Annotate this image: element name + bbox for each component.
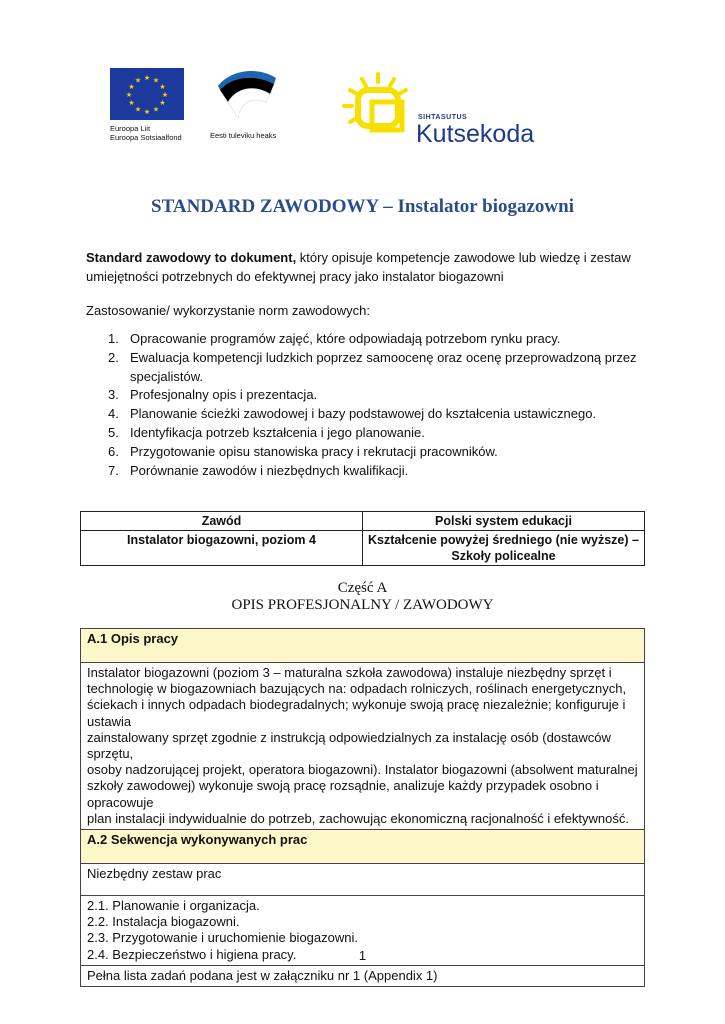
logo-strip xyxy=(110,68,550,148)
table-row xyxy=(81,531,645,566)
a1-line: technologię w biogazowniach bazujących na: odpadach rolniczych, roślinach energetycznych, xyxy=(87,681,627,697)
education-value-line1: Kształcenie powyżej średniego (nie wyższe) – xyxy=(368,533,639,547)
a2-item: 2.3. Przygotowanie i uruchomienie biogazowni. xyxy=(87,930,358,946)
list-number: 3. xyxy=(108,387,119,403)
table-row xyxy=(81,629,645,663)
document-title: STANDARD ZAWODOWY – Instalator biogazowni xyxy=(151,196,574,217)
table-row xyxy=(81,965,645,986)
svg-text:★: ★ xyxy=(159,99,166,107)
list-text: specjalistów. xyxy=(130,368,203,384)
list-number: 4. xyxy=(108,406,119,422)
intro-paragraph xyxy=(86,248,646,286)
list-item xyxy=(86,349,646,387)
part-a-line1: Część A xyxy=(337,580,388,596)
estonia-caption: Eesti tuleviku heaks xyxy=(210,131,277,140)
eu-caption-line2: Euroopa Sotsiaalfond xyxy=(110,133,182,142)
a1-line: szkoły zawodowej) wykonuje swoją pracę rozsądnie, analizuje każdy przypadek osobno i opracowuje xyxy=(87,778,599,810)
kutsekoda-small-text: SIHTASUTUS xyxy=(418,114,468,121)
a2-item: 2.2. Instalacja biogazowni. xyxy=(87,914,240,930)
intro-bold: Standard zawodowy to dokument, xyxy=(86,250,297,265)
a1-line: osoby nadzorującej projekt, operatora biogazowni). Instalator biogazowni (absolwent maturalnej xyxy=(87,762,638,778)
list-text: Opracowanie programów zajęć, które odpowiadają potrzebom rynku pracy. xyxy=(130,331,561,346)
a1-line: Instalator biogazowni (poziom 3 – maturalna szkoła zawodowa) instaluje niezbędny sprzęt i xyxy=(87,665,612,680)
list-text: Ewaluacja kompetencji ludzkich poprzez samoocenę oraz ocenę przeprowadzoną przez xyxy=(130,349,637,365)
page-number: 1 xyxy=(358,948,367,963)
list-text: Przygotowanie opisu stanowiska pracy i rekrutacji pracowników. xyxy=(130,443,498,459)
list-text: Planowanie ścieżki zawodowej i bazy podstawowej do kształcenia ustawicznego. xyxy=(130,406,597,422)
table-row xyxy=(81,512,645,531)
kutsekoda-logo xyxy=(340,70,550,148)
list-number: 2. xyxy=(108,349,119,365)
svg-text:★: ★ xyxy=(152,105,160,114)
list-text: Identyfikacja potrzeb kształcenia i jego planowanie. xyxy=(130,424,425,440)
education-value xyxy=(363,531,645,566)
svg-text:★: ★ xyxy=(161,91,169,99)
education-value-line2: Szkoły policealne xyxy=(451,549,556,563)
col-header-education: Polski system edukacji xyxy=(363,512,645,531)
kutsekoda-name: Kutsekoda xyxy=(416,120,535,148)
list-text: Profesjonalny opis i prezentacja. xyxy=(130,387,318,403)
table-row xyxy=(81,830,645,864)
a1-line: zainstalowany sprzęt zgodnie z instrukcją odpowiedzialnych za instalację osób (dostawców sprzętu, xyxy=(87,729,611,762)
part-a-heading xyxy=(0,580,725,614)
svg-text:★: ★ xyxy=(128,83,135,91)
eu-caption-line1: Euroopa Liit xyxy=(110,124,151,133)
svg-text:★: ★ xyxy=(134,76,142,85)
intro-line1: który opisuje kompetencje zawodowe lub wiedzę i zestaw xyxy=(296,250,631,265)
profession-table xyxy=(80,511,645,566)
svg-text:★: ★ xyxy=(152,76,160,85)
a2-item: 2.4. Bezpieczeństwo i higiena pracy. xyxy=(87,946,297,962)
list-number: 1. xyxy=(108,331,119,346)
svg-text:★: ★ xyxy=(125,91,133,99)
svg-text:★: ★ xyxy=(143,108,151,116)
a1-header: A.1 Opis pracy xyxy=(81,629,645,663)
a2-header: A.2 Sekwencja wykonywanych prac xyxy=(81,830,645,864)
svg-text:★: ★ xyxy=(128,99,135,107)
svg-text:★: ★ xyxy=(134,105,142,114)
part-a-line2: OPIS PROFESJONALNY / ZAWODOWY xyxy=(231,597,494,613)
kutsekoda-sun-icon xyxy=(340,70,420,145)
col-header-profession: Zawód xyxy=(81,512,363,531)
description-table xyxy=(80,628,645,987)
a1-line: ściekach i innych odpadach biodegradalnych; wykonuje swoją pracę niezależnie; konfiguruje i ustawia xyxy=(87,697,626,729)
a1-line: plan instalacji indywidualnie do potrzeb, zachowując ekonomiczną racjonalność i efektywność. xyxy=(87,810,629,826)
table-row xyxy=(81,663,645,830)
profession-value: Instalator biogazowni, poziom 4 xyxy=(81,531,363,566)
list-number: 6. xyxy=(108,443,119,459)
a2-footer: Pełna lista zadań podana jest w załączniku nr 1 (Appendix 1) xyxy=(81,965,645,986)
table-row xyxy=(81,864,645,896)
list-number: 7. xyxy=(108,462,119,478)
estonia-swoosh-icon xyxy=(210,68,280,124)
a1-body xyxy=(81,663,645,830)
intro-line2: umiejętności potrzebnych do efektywnej pracy jako instalator biogazowni xyxy=(86,269,504,284)
usage-list xyxy=(86,330,646,480)
eu-logo xyxy=(110,68,190,142)
list-item xyxy=(86,462,646,481)
list-text: Porównanie zawodów i niezbędnych kwalifikacji. xyxy=(130,462,409,478)
a2-subheader: Niezbędny zestaw prac xyxy=(81,864,645,896)
list-item xyxy=(86,386,646,405)
list-number: 5. xyxy=(108,424,119,440)
estonia-logo xyxy=(210,68,300,140)
list-item xyxy=(86,424,646,443)
usage-heading: Zastosowanie/ wykorzystanie norm zawodowych: xyxy=(86,303,370,318)
list-item xyxy=(86,443,646,462)
a2-item: 2.1. Planowanie i organizacja. xyxy=(87,898,260,914)
eu-flag-icon xyxy=(110,68,184,120)
svg-text:★: ★ xyxy=(143,74,151,82)
svg-text:★: ★ xyxy=(159,83,166,91)
list-item xyxy=(86,405,646,424)
list-item xyxy=(86,330,646,349)
